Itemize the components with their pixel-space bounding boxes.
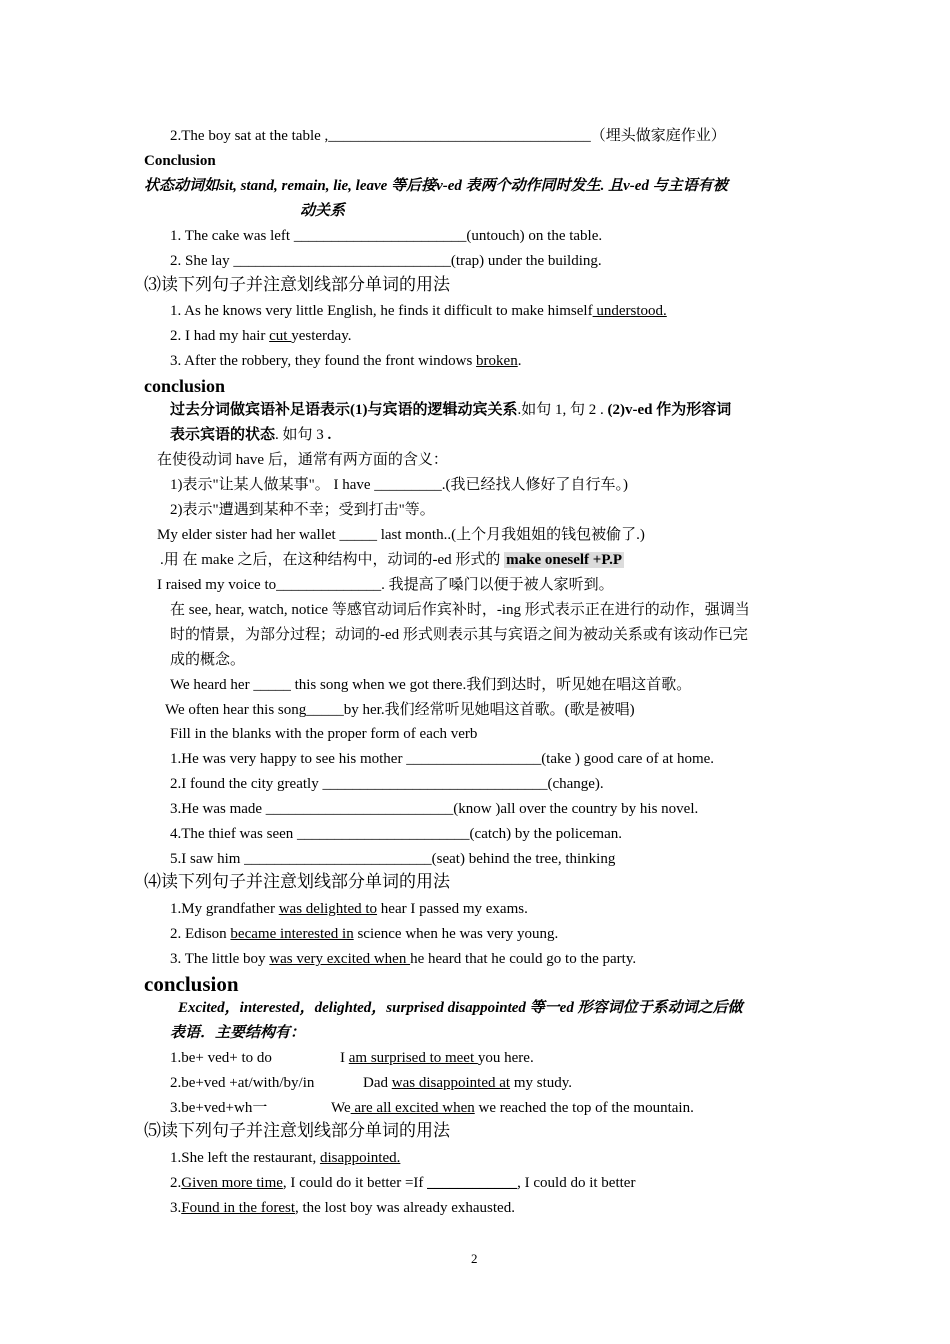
rule-bold: (2)v-ed 作为形容词: [607, 402, 732, 418]
explanation-line: 2)表示"遭遇到某种不幸；受到打击"等。: [170, 502, 435, 518]
exercise-line: 1.He was very happy to see his mother __________________(take ) good care of at home.: [170, 751, 715, 767]
conclusion-heading: conclusion: [144, 376, 226, 396]
rule-normal: . 如句 3: [275, 427, 328, 443]
sentence-text: 3.: [170, 1200, 182, 1216]
underlined-phrase: am surprised to meet: [348, 1050, 478, 1066]
example-sentence: [170, 1198, 515, 1218]
page-number: 2: [471, 1251, 478, 1266]
underlined-phrase: was disappointed at: [391, 1075, 511, 1091]
underlined-phrase: Given more time: [181, 1175, 283, 1191]
underlined-phrase: was very excited when: [269, 951, 411, 967]
rule-bold: 过去分词做宾语补足语表示(1)与宾语的逻辑动宾关系: [170, 402, 518, 418]
section-heading-4: ⑷读下列句子并注意划线部分单词的用法: [144, 872, 450, 891]
underlined-phrase: was delighted to: [278, 901, 378, 917]
structure-pattern: 3.be+ved+wh一: [170, 1100, 268, 1116]
sentence-text: , I could do it better: [517, 1175, 636, 1191]
sentence-text: 2. Edison: [170, 926, 231, 942]
structure-example: [340, 1048, 534, 1068]
sentence-text: 2. I had my hair: [170, 328, 270, 344]
exercise-line: 3.He was made _________________________(know )all over the country by his novel.: [170, 801, 699, 817]
structure-pattern: 2.be+ved +at/with/by/in: [170, 1075, 315, 1091]
sentence-text: 1. As he knows very little English, he finds it difficult to make himself: [170, 303, 593, 319]
example-sentence: [170, 351, 521, 371]
example-sentence: We often hear this song_____by her.我们经常听见她唱这首歌。(歌是被唱): [165, 702, 635, 718]
exercise-line: 4.The thief was seen _______________________(catch) by the policeman.: [170, 826, 622, 842]
underlined-phrase: Found in the forest: [181, 1200, 295, 1216]
sentence-text: he heard that he could go to the party.: [410, 951, 637, 967]
sentence-text: science when he was very young.: [353, 926, 559, 942]
structure-example: [331, 1098, 694, 1118]
example-sentence: [170, 301, 667, 321]
rule-text: Excited，interested，delighted，surprised disappointed 等一ed 形容词位于系动词之后做: [178, 1000, 743, 1016]
example-sentence: [170, 326, 351, 346]
sentence-text: Dad: [363, 1075, 392, 1091]
exercise-hint: （埋头做家庭作业）: [590, 128, 726, 144]
sentence-text: we reached the top of the mountain.: [474, 1100, 694, 1116]
section-heading-5: ⑸读下列句子并注意划线部分单词的用法: [144, 1121, 450, 1140]
answer-blank: ____________: [427, 1175, 518, 1191]
underlined-phrase: understood.: [592, 303, 667, 319]
rule-bold: 表示宾语的状态: [170, 427, 276, 443]
explanation-line: 在使役动词 have 后，通常有两方面的含义：: [157, 452, 448, 468]
structure-example: [363, 1073, 572, 1093]
underlined-phrase: cut: [269, 328, 292, 344]
conclusion-heading: conclusion: [144, 972, 239, 996]
exercise-line: 2.I found the city greatly ______________________________(change).: [170, 776, 604, 792]
exercise-line-1: [170, 126, 726, 146]
highlighted-structure: make oneself +P.P: [506, 552, 623, 568]
exercise-text: 2.The boy sat at the table ,___________________________________: [170, 128, 591, 144]
underlined-phrase: disappointed.: [319, 1150, 401, 1166]
rule-normal: .如句 1, 句 2 .: [517, 402, 608, 418]
explanation-line: 1)表示"让某人做某事"。 I have _________.(我已经找人修好了自行车。): [170, 477, 629, 493]
conclusion-heading: Conclusion: [144, 153, 216, 169]
rule-text: [170, 400, 731, 420]
sentence-text: 1.My grandfather: [170, 901, 279, 917]
example-sentence: I raised my voice to______________. 我提高了嗓门以便于被人家听到。: [157, 577, 614, 593]
rule-text: 状态动词如sit, stand, remain, lie, leave 等后接v-ed 表两个动作同时发生. 且v-ed 与主语有被: [144, 178, 728, 194]
underlined-phrase: broken: [476, 353, 518, 369]
sentence-text: 3. After the robbery, they found the front windows: [170, 353, 477, 369]
sentence-text: .: [517, 353, 522, 369]
exercise-line: 2. She lay _____________________________(trap) under the building.: [170, 253, 602, 269]
sentence-text: 1.She left the restaurant,: [170, 1150, 320, 1166]
sentence-text: you here.: [477, 1050, 534, 1066]
sentence-text: , the lost boy was already exhausted.: [295, 1200, 515, 1216]
rule-text-continued: 动关系: [300, 203, 346, 219]
explanation-line: 在 see, hear, watch, notice 等感官动词后作宾补时，-ing 形式表示正在进行的动作，强调当: [170, 602, 750, 618]
example-sentence: My elder sister had her wallet _____ last month..(上个月我姐姐的钱包被偷了.): [157, 527, 645, 543]
example-sentence: [170, 949, 636, 969]
sentence-text: my study.: [510, 1075, 573, 1091]
exercise-instruction: Fill in the blanks with the proper form of each verb: [170, 726, 478, 742]
sentence-text: 3. The little boy: [170, 951, 270, 967]
exercise-line: 1. The cake was left _______________________(untouch) on the table.: [170, 228, 603, 244]
explanation-line: 成的概念。: [170, 652, 246, 668]
sentence-text: 2.: [170, 1175, 182, 1191]
example-sentence: [170, 1173, 635, 1193]
example-sentence: [170, 899, 528, 919]
underlined-phrase: are all excited when: [350, 1100, 475, 1116]
example-sentence: We heard her _____ this song when we got there.我们到达时，听见她在唱这首歌。: [170, 677, 692, 693]
sentence-text: , I could do it better =If: [282, 1175, 428, 1191]
sentence-text: We: [331, 1100, 351, 1116]
rule-text-continued: [170, 425, 331, 445]
explanation-line: [160, 550, 624, 570]
sentence-text: hear I passed my exams.: [377, 901, 528, 917]
explanation-text: .用 在 make 之后，在这种结构中，动词的-ed 形式的: [160, 552, 505, 568]
rule-bold: .: [327, 427, 332, 443]
example-sentence: [170, 924, 558, 944]
structure-pattern: 1.be+ ved+ to do: [170, 1050, 272, 1066]
explanation-line: 时的情景，为部分过程；动词的-ed 形式则表示其与宾语之间为被动关系或有该动作已完: [170, 627, 748, 643]
example-sentence: [170, 1148, 400, 1168]
section-heading-3: ⑶读下列句子并注意划线部分单词的用法: [144, 275, 450, 294]
exercise-line: 5.I saw him _________________________(seat) behind the tree, thinking: [170, 851, 616, 867]
sentence-text: yesterday.: [291, 328, 352, 344]
underlined-phrase: became interested in: [230, 926, 354, 942]
rule-text-continued: 表语．主要结构有：: [170, 1025, 306, 1041]
sentence-text: I: [340, 1050, 349, 1066]
